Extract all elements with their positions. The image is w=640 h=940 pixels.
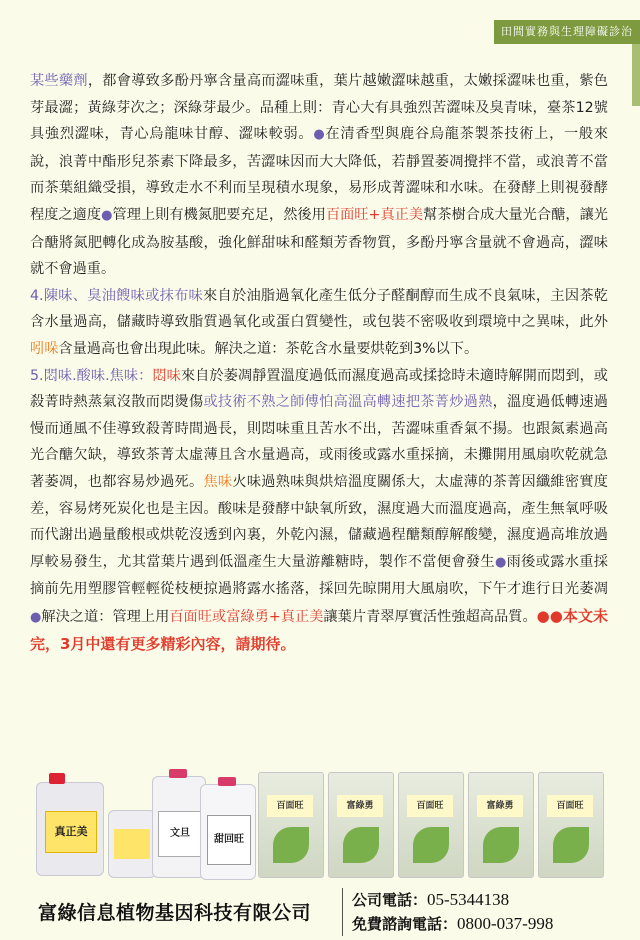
- text-run: 火味過熟味與烘焙溫度關係大，太虛薄的茶菁因纖維密實度差，容易烤死炭化也是主因。酸味是發酵中缺氧所致，濕度過大而溫度過高，產生無氧呼吸而代謝出過量酸根或烘乾沒透到內裏，外乾內濕，儲藏過程醣類醇解酸變，濕度過高堆放過厚較易發生，尤其當葉片遇到低溫產生大量游離糖時，製作不當便會發生: [30, 473, 608, 570]
- leaf-icon: [273, 827, 309, 863]
- product-jug-icon: [36, 782, 104, 876]
- section-header-tab: 田間實務與生理障礙診治: [494, 20, 640, 44]
- phone-label: 公司電話：: [352, 891, 428, 909]
- company-phone: [352, 889, 509, 910]
- product-bag-icon: [328, 772, 394, 878]
- company-name: 富綠信息植物基因科技有限公司: [38, 902, 312, 924]
- heading-stale-taste: 4.陳味、臭油餿味或抹布味: [30, 287, 204, 304]
- product-photo-strip: [30, 762, 612, 894]
- bullet-dot-icon: ●: [30, 609, 42, 625]
- double-dot-icon: ●●: [536, 606, 563, 625]
- hotline-label: 免費諮詢電話：: [352, 915, 458, 933]
- bottle-cap-icon: [49, 773, 65, 784]
- footer-divider: [342, 888, 343, 936]
- decorative-side-strip: [632, 44, 640, 106]
- highlight-product: 百面旺+真正美: [325, 206, 424, 223]
- highlight-indole: 吲哚: [30, 340, 59, 357]
- highlight-stuffy: 悶味: [152, 367, 181, 384]
- text-run: ，都會導致多酚丹寧含量高而澀味重，葉片越嫩澀味越重，太嫩採澀味也重，紫色芽最澀；黃綠芽次之；深綠芽最少。品種上則：青心大有具強烈苦澀味及臭青味，臺茶12號具強烈澀味，青心烏龍味甘醇、澀味較弱。: [30, 73, 608, 143]
- product-label: 甜回旺: [207, 815, 251, 865]
- paragraph-stuffy-sour-burnt: [30, 363, 608, 660]
- text-run: 含量過高也會出現此味。解決之道：茶乾含水量要烘乾到3%以下。: [58, 340, 479, 357]
- product-bag-icon: [258, 772, 324, 878]
- product-label: 文旦: [158, 811, 202, 857]
- text-run: 解決之道：管理上用: [41, 608, 170, 625]
- text-run: 來自於油脂過氧化產生低分子醛酮醇而生成不良氣味，主因茶乾含水量過高，儲藏時導致脂質過氧化或蛋白質變性，或包裝不密吸收到環境中之異味，此外: [30, 287, 608, 331]
- bag-label: 富綠勇: [477, 795, 523, 817]
- paragraph-astringency: [30, 68, 608, 283]
- bottle-cap-icon: [218, 777, 236, 786]
- highlight-technique: 或技術不熟之師傅怕高溫高轉速把茶菁炒過熟: [203, 394, 493, 411]
- bottle-cap-icon: [169, 769, 187, 778]
- article-body: [30, 68, 608, 659]
- text-run: 在清香型與鹿谷烏龍茶製茶技術上，一般來說，浪菁中酯形兒茶素下降最多，苦澀味因而大大降低，若靜置萎凋攪拌不當，或浪菁不當而茶葉組織受損，導致走水不利而呈現積水現象，易形成菁澀味和水味。在發酵上則視發酵程度之適度: [30, 126, 608, 223]
- ending-text: 本文未完，3月中還有更多精彩內容，請期待。: [30, 606, 608, 654]
- hotline: [352, 913, 553, 934]
- leaf-icon: [553, 827, 589, 863]
- hotline-number: 0800-037-998: [457, 914, 554, 933]
- product-bag-icon: [468, 772, 534, 878]
- text-run: 幫茶樹合成大量光合醣，讓光合醣將氮肥轉化成為胺基酸，強化鮮甜味和醛類芳香物質，多酚丹寧含量就不會過高，澀味就不會過重。: [30, 206, 608, 278]
- heading-stuffy-sour-burnt: 5.悶味.酸味.焦味：: [30, 367, 153, 384]
- product-label-patch: [114, 829, 150, 859]
- text-run: ，溫度過低轉速過慢而通風不佳導致殺菁時間過長，則悶味重且苦水不出，苦澀味重香氣不揚。也跟氮素過高光合醣欠缺，導致茶菁太虛薄且含水量過高，或雨後或露水重採摘，未攤開用風扇吹乾就急著萎凋，也都容易炒過死。: [30, 394, 608, 490]
- highlight-product: 百面旺或富綠勇+真正美: [169, 608, 324, 625]
- bullet-dot-icon: ●: [494, 554, 507, 570]
- bag-label: 百面旺: [407, 795, 453, 817]
- product-label: 真正美: [45, 811, 97, 853]
- footer: [0, 886, 640, 940]
- text-run: 讓葉片青翠厚實活性強超高品質。: [323, 608, 537, 625]
- leaf-icon: [343, 827, 379, 863]
- highlight-burnt: 焦味: [203, 473, 233, 490]
- text-run: 雨後或露水重採摘前先用塑膠管輕輕從枝梗掠過將露水搖落，採回先晾開用大風扇吹，下午才進行日光萎凋: [30, 553, 608, 598]
- product-bag-icon: [538, 772, 604, 878]
- paragraph-stale-taste: [30, 283, 608, 363]
- bullet-dot-icon: ●: [101, 207, 113, 223]
- leaf-icon: [413, 827, 449, 863]
- text-run: 管理上則有機氮肥要充足，然後用: [112, 206, 326, 223]
- bag-label: 百面旺: [267, 795, 313, 817]
- leaf-icon: [483, 827, 519, 863]
- highlight-pesticide: 某些藥劑: [30, 73, 88, 89]
- bag-label: 百面旺: [547, 795, 593, 817]
- product-bottle-icon: [200, 784, 256, 880]
- product-bag-icon: [398, 772, 464, 878]
- product-small-bottle-icon: [108, 810, 156, 878]
- bullet-dot-icon: ●: [313, 127, 326, 143]
- product-bottle-icon: [152, 776, 206, 878]
- text-run: 來自於萎凋靜置溫度過低而濕度過高或揉捻時未適時解開而悶到，或殺菁時熱蒸氣沒散而悶燙傷: [30, 367, 608, 411]
- phone-number: 05-5344138: [427, 890, 510, 909]
- bag-label: 富綠勇: [337, 795, 383, 817]
